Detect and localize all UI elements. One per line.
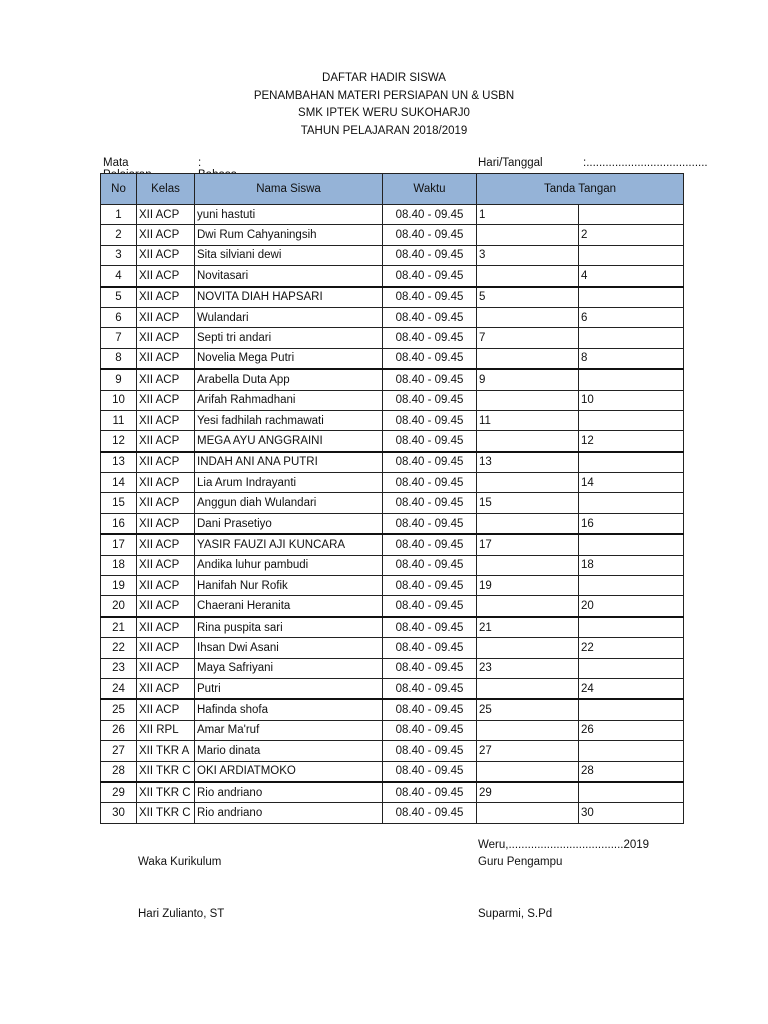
- row-no: 3: [101, 245, 137, 265]
- row-signature-odd: [477, 390, 579, 410]
- row-kelas: XII TKR C: [137, 782, 195, 803]
- subject-label: Mata: [103, 157, 129, 169]
- waka-kurikulum-name: Hari Zulianto, ST: [138, 908, 225, 920]
- row-signature-even: 20: [579, 596, 684, 617]
- table-row: [101, 576, 684, 596]
- row-waktu: 08.40 - 09.45: [383, 307, 477, 327]
- table-row: [101, 225, 684, 245]
- row-signature-even: [579, 741, 684, 761]
- table-row: [101, 513, 684, 534]
- row-no: 20: [101, 596, 137, 617]
- row-kelas: XII ACP: [137, 555, 195, 575]
- title-line-4: TAHUN PELAJARAN 2018/2019: [300, 124, 468, 137]
- row-waktu: 08.40 - 09.45: [383, 205, 477, 225]
- row-signature-odd: [477, 307, 579, 327]
- row-waktu: 08.40 - 09.45: [383, 493, 477, 513]
- row-signature-even: 14: [579, 473, 684, 493]
- row-signature-even: 12: [579, 431, 684, 452]
- row-signature-even: 24: [579, 678, 684, 699]
- row-no: 27: [101, 741, 137, 761]
- subject-value: :: [198, 157, 202, 169]
- row-signature-even: [579, 245, 684, 265]
- table-row: [101, 452, 684, 473]
- row-waktu: 08.40 - 09.45: [383, 803, 477, 823]
- row-no: 5: [101, 287, 137, 308]
- row-nama: yuni hastuti: [195, 205, 383, 225]
- row-signature-odd: [477, 638, 579, 658]
- row-kelas: XII ACP: [137, 534, 195, 555]
- row-signature-even: [579, 205, 684, 225]
- table-header-row: [101, 174, 684, 205]
- row-no: 17: [101, 534, 137, 555]
- row-signature-odd: 27: [477, 741, 579, 761]
- row-signature-odd: 15: [477, 493, 579, 513]
- table-row: [101, 617, 684, 638]
- row-nama: Amar Ma'ruf: [195, 720, 383, 740]
- header-waktu: Waktu: [383, 174, 477, 205]
- table-row: [101, 473, 684, 493]
- row-signature-even: 30: [579, 803, 684, 823]
- row-signature-odd: [477, 555, 579, 575]
- row-signature-odd: 13: [477, 452, 579, 473]
- row-nama: NOVITA DIAH HAPSARI: [195, 287, 383, 308]
- row-waktu: 08.40 - 09.45: [383, 287, 477, 308]
- row-kelas: XII ACP: [137, 452, 195, 473]
- row-nama: Ihsan Dwi Asani: [195, 638, 383, 658]
- row-waktu: 08.40 - 09.45: [383, 596, 477, 617]
- table-row: [101, 410, 684, 430]
- row-signature-odd: [477, 761, 579, 782]
- row-kelas: XII ACP: [137, 245, 195, 265]
- row-waktu: 08.40 - 09.45: [383, 617, 477, 638]
- row-waktu: 08.40 - 09.45: [383, 452, 477, 473]
- row-signature-even: [579, 369, 684, 390]
- row-signature-odd: [477, 431, 579, 452]
- row-no: 10: [101, 390, 137, 410]
- row-kelas: XII ACP: [137, 431, 195, 452]
- row-signature-odd: 1: [477, 205, 579, 225]
- row-signature-even: 8: [579, 348, 684, 369]
- row-waktu: 08.40 - 09.45: [383, 658, 477, 678]
- table-row: [101, 328, 684, 348]
- place-date: Weru,....................................2019: [478, 839, 650, 851]
- row-nama: Dwi Rum Cahyaningsih: [195, 225, 383, 245]
- date-label: Hari/Tanggal: [478, 157, 543, 169]
- row-no: 7: [101, 328, 137, 348]
- row-signature-even: 4: [579, 266, 684, 287]
- row-signature-odd: 19: [477, 576, 579, 596]
- row-signature-odd: [477, 225, 579, 245]
- row-nama: Maya Safriyani: [195, 658, 383, 678]
- row-no: 16: [101, 513, 137, 534]
- row-nama: Yesi fadhilah rachmawati: [195, 410, 383, 430]
- row-signature-odd: 3: [477, 245, 579, 265]
- row-waktu: 08.40 - 09.45: [383, 328, 477, 348]
- table-row: [101, 555, 684, 575]
- row-kelas: XII ACP: [137, 699, 195, 720]
- row-kelas: XII ACP: [137, 328, 195, 348]
- row-kelas: XII ACP: [137, 205, 195, 225]
- row-waktu: 08.40 - 09.45: [383, 513, 477, 534]
- row-nama: Sita silviani dewi: [195, 245, 383, 265]
- row-waktu: 08.40 - 09.45: [383, 225, 477, 245]
- guru-pengampu-title: Guru Pengampu: [478, 856, 563, 868]
- row-waktu: 08.40 - 09.45: [383, 555, 477, 575]
- row-no: 29: [101, 782, 137, 803]
- row-signature-odd: 9: [477, 369, 579, 390]
- row-kelas: XII ACP: [137, 225, 195, 245]
- row-waktu: 08.40 - 09.45: [383, 390, 477, 410]
- row-signature-even: [579, 699, 684, 720]
- row-signature-odd: [477, 720, 579, 740]
- row-signature-odd: [477, 266, 579, 287]
- row-no: 25: [101, 699, 137, 720]
- row-nama: Putri: [195, 678, 383, 699]
- row-kelas: XII RPL: [137, 720, 195, 740]
- row-signature-even: [579, 534, 684, 555]
- row-signature-odd: [477, 513, 579, 534]
- row-waktu: 08.40 - 09.45: [383, 348, 477, 369]
- row-waktu: 08.40 - 09.45: [383, 431, 477, 452]
- row-waktu: 08.40 - 09.45: [383, 245, 477, 265]
- row-no: 9: [101, 369, 137, 390]
- title-line-1: DAFTAR HADIR SISWA: [322, 72, 446, 84]
- row-signature-even: [579, 493, 684, 513]
- row-signature-even: 22: [579, 638, 684, 658]
- row-signature-even: [579, 658, 684, 678]
- row-nama: Hanifah Nur Rofik: [195, 576, 383, 596]
- table-row: [101, 205, 684, 225]
- table-row: [101, 266, 684, 287]
- row-no: 13: [101, 452, 137, 473]
- row-signature-even: 26: [579, 720, 684, 740]
- row-nama: Hafinda shofa: [195, 699, 383, 720]
- row-no: 15: [101, 493, 137, 513]
- row-waktu: 08.40 - 09.45: [383, 782, 477, 803]
- row-signature-odd: 25: [477, 699, 579, 720]
- row-kelas: XII ACP: [137, 493, 195, 513]
- row-nama: Rio andriano: [195, 782, 383, 803]
- row-kelas: XII TKR C: [137, 803, 195, 823]
- row-kelas: XII ACP: [137, 638, 195, 658]
- row-kelas: XII ACP: [137, 473, 195, 493]
- row-signature-odd: 5: [477, 287, 579, 308]
- row-kelas: XII ACP: [137, 513, 195, 534]
- row-kelas: XII ACP: [137, 410, 195, 430]
- row-no: 21: [101, 617, 137, 638]
- row-nama: Dani Prasetiyo: [195, 513, 383, 534]
- row-no: 6: [101, 307, 137, 327]
- row-kelas: XII ACP: [137, 390, 195, 410]
- row-kelas: XII TKR A: [137, 741, 195, 761]
- row-signature-even: 28: [579, 761, 684, 782]
- row-kelas: XII ACP: [137, 576, 195, 596]
- row-no: 19: [101, 576, 137, 596]
- row-nama: Rina puspita sari: [195, 617, 383, 638]
- row-waktu: 08.40 - 09.45: [383, 534, 477, 555]
- row-waktu: 08.40 - 09.45: [383, 761, 477, 782]
- table-row: [101, 534, 684, 555]
- table-row: [101, 658, 684, 678]
- row-no: 12: [101, 431, 137, 452]
- table-row: [101, 307, 684, 327]
- table-row: [101, 803, 684, 823]
- row-signature-even: [579, 576, 684, 596]
- row-waktu: 08.40 - 09.45: [383, 576, 477, 596]
- row-signature-even: [579, 410, 684, 430]
- row-waktu: 08.40 - 09.45: [383, 369, 477, 390]
- row-waktu: 08.40 - 09.45: [383, 266, 477, 287]
- row-nama: Novelia Mega Putri: [195, 348, 383, 369]
- row-nama: Chaerani Heranita: [195, 596, 383, 617]
- table-row: [101, 761, 684, 782]
- row-no: 1: [101, 205, 137, 225]
- header-tanda-tangan: Tanda Tangan: [477, 174, 684, 205]
- header-nama: Nama Siswa: [195, 174, 383, 205]
- row-signature-even: [579, 287, 684, 308]
- row-kelas: XII ACP: [137, 596, 195, 617]
- row-signature-odd: 7: [477, 328, 579, 348]
- row-nama: Andika luhur pambudi: [195, 555, 383, 575]
- row-signature-odd: 23: [477, 658, 579, 678]
- row-no: 2: [101, 225, 137, 245]
- row-signature-odd: [477, 348, 579, 369]
- row-kelas: XII ACP: [137, 287, 195, 308]
- title-line-3: SMK IPTEK WERU SUKOHARJ0: [298, 107, 470, 119]
- row-nama: INDAH ANI ANA PUTRI: [195, 452, 383, 473]
- row-no: 11: [101, 410, 137, 430]
- table-row: [101, 348, 684, 369]
- row-nama: Wulandari: [195, 307, 383, 327]
- row-signature-odd: [477, 678, 579, 699]
- table-row: [101, 431, 684, 452]
- date-value: :......................................: [583, 157, 708, 169]
- title-line-2: PENAMBAHAN MATERI PERSIAPAN UN & USBN: [253, 89, 515, 102]
- table-row: [101, 678, 684, 699]
- row-nama: Arabella Duta App: [195, 369, 383, 390]
- table-row: [101, 638, 684, 658]
- row-signature-even: 16: [579, 513, 684, 534]
- row-signature-odd: 21: [477, 617, 579, 638]
- row-kelas: XII TKR C: [137, 761, 195, 782]
- table-row: [101, 493, 684, 513]
- row-signature-odd: 29: [477, 782, 579, 803]
- row-signature-odd: [477, 473, 579, 493]
- table-row: [101, 369, 684, 390]
- row-no: 26: [101, 720, 137, 740]
- row-signature-even: [579, 617, 684, 638]
- row-signature-even: [579, 328, 684, 348]
- row-nama: YASIR FAUZI AJI KUNCARA: [195, 534, 383, 555]
- row-signature-odd: 11: [477, 410, 579, 430]
- row-nama: Septi tri andari: [195, 328, 383, 348]
- table-row: [101, 741, 684, 761]
- row-waktu: 08.40 - 09.45: [383, 720, 477, 740]
- row-signature-even: 2: [579, 225, 684, 245]
- row-signature-even: [579, 782, 684, 803]
- row-nama: Lia Arum Indrayanti: [195, 473, 383, 493]
- row-kelas: XII ACP: [137, 266, 195, 287]
- row-no: 24: [101, 678, 137, 699]
- table-row: [101, 699, 684, 720]
- row-no: 23: [101, 658, 137, 678]
- row-no: 8: [101, 348, 137, 369]
- table-row: [101, 287, 684, 308]
- attendance-table: [100, 173, 684, 824]
- row-no: 22: [101, 638, 137, 658]
- row-signature-even: [579, 452, 684, 473]
- row-no: 18: [101, 555, 137, 575]
- table-row: [101, 245, 684, 265]
- row-waktu: 08.40 - 09.45: [383, 638, 477, 658]
- header-no: No: [101, 174, 137, 205]
- row-waktu: 08.40 - 09.45: [383, 473, 477, 493]
- row-waktu: 08.40 - 09.45: [383, 410, 477, 430]
- row-no: 28: [101, 761, 137, 782]
- row-nama: Mario dinata: [195, 741, 383, 761]
- row-kelas: XII ACP: [137, 678, 195, 699]
- row-signature-even: 10: [579, 390, 684, 410]
- row-nama: Anggun diah Wulandari: [195, 493, 383, 513]
- row-nama: Rio andriano: [195, 803, 383, 823]
- row-signature-odd: [477, 596, 579, 617]
- table-row: [101, 596, 684, 617]
- table-row: [101, 720, 684, 740]
- row-signature-odd: 17: [477, 534, 579, 555]
- row-nama: MEGA AYU ANGGRAINI: [195, 431, 383, 452]
- row-waktu: 08.40 - 09.45: [383, 699, 477, 720]
- document-title: [0, 70, 768, 140]
- row-kelas: XII ACP: [137, 348, 195, 369]
- row-nama: Arifah Rahmadhani: [195, 390, 383, 410]
- row-signature-odd: [477, 803, 579, 823]
- row-waktu: 08.40 - 09.45: [383, 741, 477, 761]
- row-kelas: XII ACP: [137, 658, 195, 678]
- row-kelas: XII ACP: [137, 307, 195, 327]
- row-waktu: 08.40 - 09.45: [383, 678, 477, 699]
- row-nama: Novitasari: [195, 266, 383, 287]
- row-no: 14: [101, 473, 137, 493]
- table-row: [101, 390, 684, 410]
- row-kelas: XII ACP: [137, 617, 195, 638]
- row-nama: OKI ARDIATMOKO: [195, 761, 383, 782]
- row-no: 4: [101, 266, 137, 287]
- row-no: 30: [101, 803, 137, 823]
- row-kelas: XII ACP: [137, 369, 195, 390]
- row-signature-even: 6: [579, 307, 684, 327]
- row-signature-even: 18: [579, 555, 684, 575]
- guru-pengampu-name: Suparmi, S.Pd: [478, 908, 553, 920]
- table-row: [101, 782, 684, 803]
- header-kelas: Kelas: [137, 174, 195, 205]
- waka-kurikulum-title: Waka Kurikulum: [138, 856, 222, 868]
